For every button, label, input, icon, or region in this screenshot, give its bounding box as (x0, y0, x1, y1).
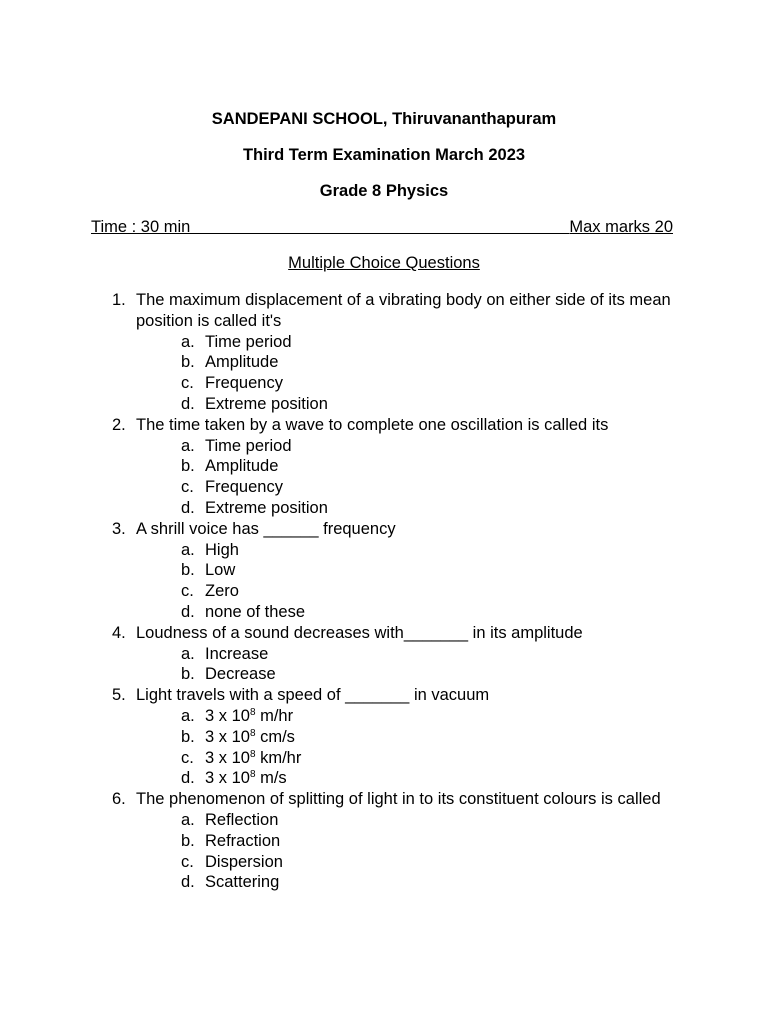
option-text: Zero (205, 582, 239, 601)
option-exponent: 8 (249, 706, 256, 718)
option-item (136, 456, 672, 477)
exam-title: Third Term Examination March 2023 (242, 146, 526, 164)
option-letter: d. (181, 498, 195, 517)
question-number: 5. (112, 686, 126, 705)
time-allowed: Time : 30 min (91, 218, 191, 236)
question-number: 2. (112, 415, 126, 434)
option-text: Time period (205, 332, 292, 351)
option-exponent: 8 (249, 727, 256, 739)
option-item (136, 727, 672, 748)
option-item (136, 498, 672, 519)
option-text: Amplitude (205, 457, 279, 476)
option-text: High (205, 540, 239, 559)
option-unit: m/s (255, 769, 287, 788)
question-item (112, 415, 672, 519)
option-letter: c. (181, 748, 194, 767)
option-letter: d. (181, 602, 195, 621)
option-text: Increase (205, 644, 269, 663)
option-letter: a. (181, 810, 195, 829)
option-text: Time period (205, 436, 292, 455)
max-marks: Max marks 20 (569, 218, 673, 236)
option-item (136, 831, 672, 852)
option-base: 3 x 10 (205, 706, 250, 725)
option-item (136, 602, 672, 623)
option-item (136, 706, 672, 727)
option-text: none of these (205, 602, 305, 621)
question-number: 1. (112, 291, 126, 309)
question-number: 3. (112, 519, 126, 538)
underline-gap (190, 218, 569, 234)
option-text: Frequency (205, 478, 283, 497)
option-text: Amplitude (205, 353, 279, 372)
option-letter: b. (181, 561, 195, 580)
option-base: 3 x 10 (205, 748, 250, 767)
option-item (136, 477, 672, 498)
option-text: Extreme position (205, 498, 328, 517)
option-item (136, 852, 672, 873)
option-base: 3 x 10 (205, 769, 250, 788)
option-text: Low (205, 561, 236, 580)
option-text: Refraction (205, 831, 281, 850)
question-item (112, 290, 672, 415)
question-number: 6. (112, 790, 126, 809)
option-letter: b. (181, 831, 195, 850)
question-item (112, 623, 672, 685)
question-item (112, 789, 672, 893)
option-text: Decrease (205, 665, 276, 684)
option-text: Scattering (205, 873, 280, 892)
option-letter: d. (181, 394, 195, 413)
option-list (136, 644, 672, 686)
option-exponent: 8 (249, 748, 256, 760)
question-item (112, 685, 672, 789)
option-item (136, 644, 672, 665)
option-letter: d. (181, 873, 195, 892)
option-letter: b. (181, 457, 195, 476)
option-item (136, 332, 672, 353)
option-list (136, 332, 672, 415)
question-item (112, 519, 672, 623)
option-unit: km/hr (255, 748, 302, 767)
option-letter: c. (181, 852, 194, 871)
option-exponent: 8 (249, 769, 256, 781)
question-text: The maximum displacement of a vibrating body on either side of its mean position is called it's (136, 291, 671, 330)
option-text: Dispersion (205, 852, 283, 871)
option-letter: c. (181, 478, 194, 497)
option-item (136, 872, 672, 893)
section-heading: Multiple Choice Questions (288, 254, 480, 272)
option-text: Frequency (205, 374, 283, 393)
option-unit: cm/s (255, 727, 295, 746)
option-item (136, 768, 672, 789)
question-text: A shrill voice has ______ frequency (136, 519, 396, 538)
option-letter: c. (181, 374, 194, 393)
option-item (136, 373, 672, 394)
option-item (136, 810, 672, 831)
option-item (136, 540, 672, 561)
question-number: 4. (112, 623, 126, 642)
time-marks-line (91, 218, 673, 237)
question-text: Loudness of a sound decreases with_______ in its amplitude (136, 623, 583, 642)
option-item (136, 436, 672, 457)
option-unit: m/hr (255, 706, 294, 725)
option-letter: d. (181, 769, 195, 788)
option-letter: a. (181, 540, 195, 559)
option-letter: a. (181, 706, 195, 725)
option-list (136, 540, 672, 623)
question-list (112, 290, 672, 893)
question-text: The phenomenon of splitting of light in to its constituent colours is called (136, 790, 661, 809)
school-name: SANDEPANI SCHOOL, Thiruvananthapuram (211, 110, 557, 128)
option-letter: a. (181, 436, 195, 455)
option-letter: b. (181, 665, 195, 684)
question-text: The time taken by a wave to complete one oscillation is called its (136, 415, 609, 434)
option-letter: a. (181, 332, 195, 351)
option-item (136, 352, 672, 373)
option-list (136, 706, 672, 789)
option-letter: b. (181, 353, 195, 372)
option-item (136, 664, 672, 685)
option-text: Reflection (205, 810, 279, 829)
option-letter: a. (181, 644, 195, 663)
option-item (136, 748, 672, 769)
option-base: 3 x 10 (205, 727, 250, 746)
option-list (136, 436, 672, 519)
option-letter: c. (181, 582, 194, 601)
option-item (136, 394, 672, 415)
grade-subject: Grade 8 Physics (319, 182, 449, 200)
option-item (136, 581, 672, 602)
option-letter: b. (181, 727, 195, 746)
option-text: Extreme position (205, 394, 328, 413)
option-item (136, 560, 672, 581)
question-text: Light travels with a speed of _______ in vacuum (136, 686, 490, 705)
option-list (136, 810, 672, 893)
